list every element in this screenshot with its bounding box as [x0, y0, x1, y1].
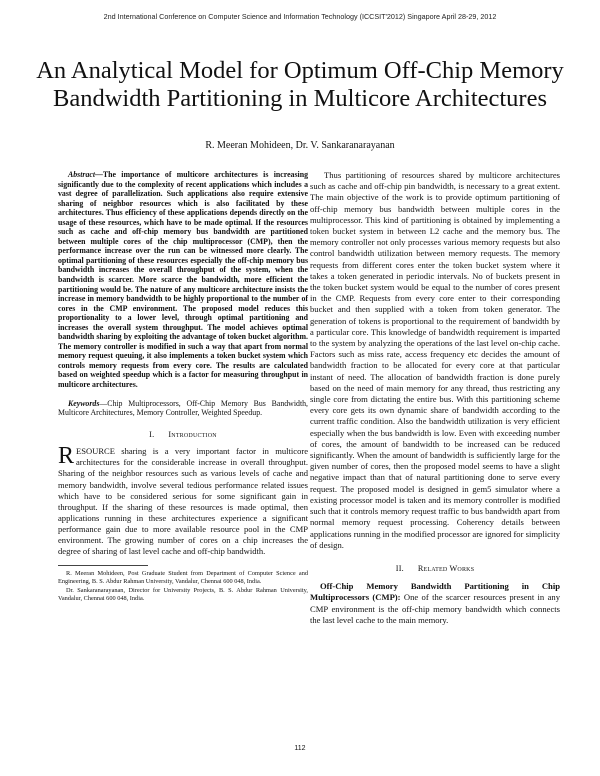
keywords-text: —Chip Multiprocessors, Off-Chip Memory Bus Bandwidth, Multicore Architectures, Memory Controller, Weighted Speedup. — [58, 398, 308, 418]
left-column — [58, 170, 308, 605]
section-2-title: Related Works — [417, 563, 475, 573]
section-1-heading — [58, 430, 308, 440]
drop-cap: R — [58, 443, 75, 470]
page-number: 112 — [294, 745, 306, 752]
related-works-lead: Off-Chip Memory Bandwidth Partitioning in Chip Multiprocessors (CMP): — [310, 581, 560, 603]
related-works-paragraph — [310, 581, 560, 626]
abstract-text: —The importance of multicore architectures is increasing significantly due to the complexity of recent applications which includes a vast degree of parallelization. Such applications also require extensive sharing of neighbor resources which is also facilitated by these architectures. Thus efficiency of these applications depends directly on the usage of these resources, which have to be made optimal. If the resources such as cache and off-chip memory bus bandwidth are partitioned between multiple cores of the chip multiprocessor (CMP), then the performance increase over the run can be witnessed more clearly. The optimal partitioning of these resources especially the off-chip memory bus bandwidth increases the overall throughput of the system, when the bandwidth is scarcer. More scarce the bandwidth, more efficient the partitioning would be. The nature of any multicore architecture insists the increase in memory bandwidth to be highly proportional to the number of cores in the CMP environment. The proposed model reduces this proportionality to a lower level, through optimal partitioning and increases the overall system throughput. The model achieves optimal bandwidth sharing by exploiting the advantage of token bucket algorithm. The memory controller is modified in such a way that apart from normal memory request queuing, it also implements a token bucket system which controls memory requests from every core. The results are calculated based on weighted speedup which is a factor for measuring throughput in multicore architectures. — [58, 170, 308, 390]
introduction-text: ESOURCE sharing is a very important factor in multicore architectures for the considerable increase in overall throughput. Sharing of the neighbor resources such as various levels of cache and memory bandwidth, involve several tedious performance related issues which have to be considered serious for some significant gain in throughput. If the sharing of these resources is made optimal, then applications running in these architectures experience a significant performance gain due to more available resource pool in the CMP environment. The growing number of cores on a chip increases the degree of sharing of last level cache and off-chip bandwidth. — [58, 446, 308, 557]
abstract — [58, 170, 308, 390]
conference-header: 2nd International Conference on Computer Science and Information Technology (ICCSIT'2012) Singapore April 28-29, 2012 — [103, 12, 497, 21]
keywords — [58, 399, 308, 418]
paper-title: An Analytical Model for Optimum Off-Chip Memory Bandwidth Partitioning in Multicore Architectures — [36, 57, 564, 112]
footnote-2: Dr. Sankaranarayanan, Director for University Projects, B. S. Abdur Rahman University, Vandalur, Chennai 600 048, India. — [58, 587, 308, 602]
footnote-1: R. Meeran Mohideen, Post Graduate Student from Department of Computer Science and Engineering, B. S. Abdur Rahman University, Vandalur, Chennai 600 048, India. — [58, 570, 308, 585]
footnote-divider — [58, 565, 148, 566]
right-column — [310, 170, 560, 626]
authors: R. Meeran Mohideen, Dr. V. Sankaranarayanan — [205, 140, 395, 151]
section-1-title: Introduction — [168, 429, 217, 439]
keywords-label: Keywords — [68, 398, 100, 408]
body-paragraph: Thus partitioning of resources shared by multicore architectures such as cache and off-chip pin bandwidth, is necessary to a great extent. The main objective of the work is to provide optimum partitioning of off-chip memory bus bandwidth between multiple cores in the multiprocessor. This kind of partitioning is obtained by implementing a token bucket system in between L2 cache and the memory bus. The memory controller not only processes various memory requests but also control bandwidth utilization between memory requests. The memory requests from different cores enter the token bucket system where it takes a token generated in periodic intervals. No of buckets present in the token bucket system would be equal to the number of cores present in the CMP. Requests from every core enter to their corresponding bucket and then supplied with a token from token generator. The generation of tokens is proportional to the requirement of bandwidth by a particular core. This knowledge of bandwidth requirement is imparted to the system by analyzing the operations of the last level on-chip cache. Factors such as miss rate, access frequency etc decides the amount of bandwidth fraction to be allocated for every core at that particular instant of need. The allocation of bandwidth fraction is done purely based on the need of main memory for any thread, thus restricting any single core from dictating the entire bus. With this partitioning scheme every core gets its own dynamic share of bandwidth according to the current traffic condition. Also the bandwidth utilization is very efficient especially when the bus bandwidth is low. Even with exceeding number of cores, the amount of bandwidth to be increased can be reduced significantly. When the amount of bandwidth is sufficiently large for the given number of cores, then the proposed model seems to have a slight negative impact than that of natural partitioning done to serve every request. The proposed model is designed in gem5 simulator where a existing processor model is taken and its memory controller is modified such that it controls memory request traffic to bus bandwidth apart from normal memory request processing. Coherency details between applications running in the modified processor are ignored for simplicity of design. — [310, 170, 560, 550]
abstract-label: Abstract — [68, 170, 96, 179]
section-2-number: II. — [395, 563, 404, 573]
introduction-paragraph — [58, 443, 308, 557]
section-2-heading — [310, 563, 560, 574]
section-1-number: I. — [149, 429, 155, 439]
related-works-text: One of the scarcer resources present in any CMP environment is the off-chip memory bandwidth which connects the last level cache to the main memory. — [310, 592, 560, 625]
